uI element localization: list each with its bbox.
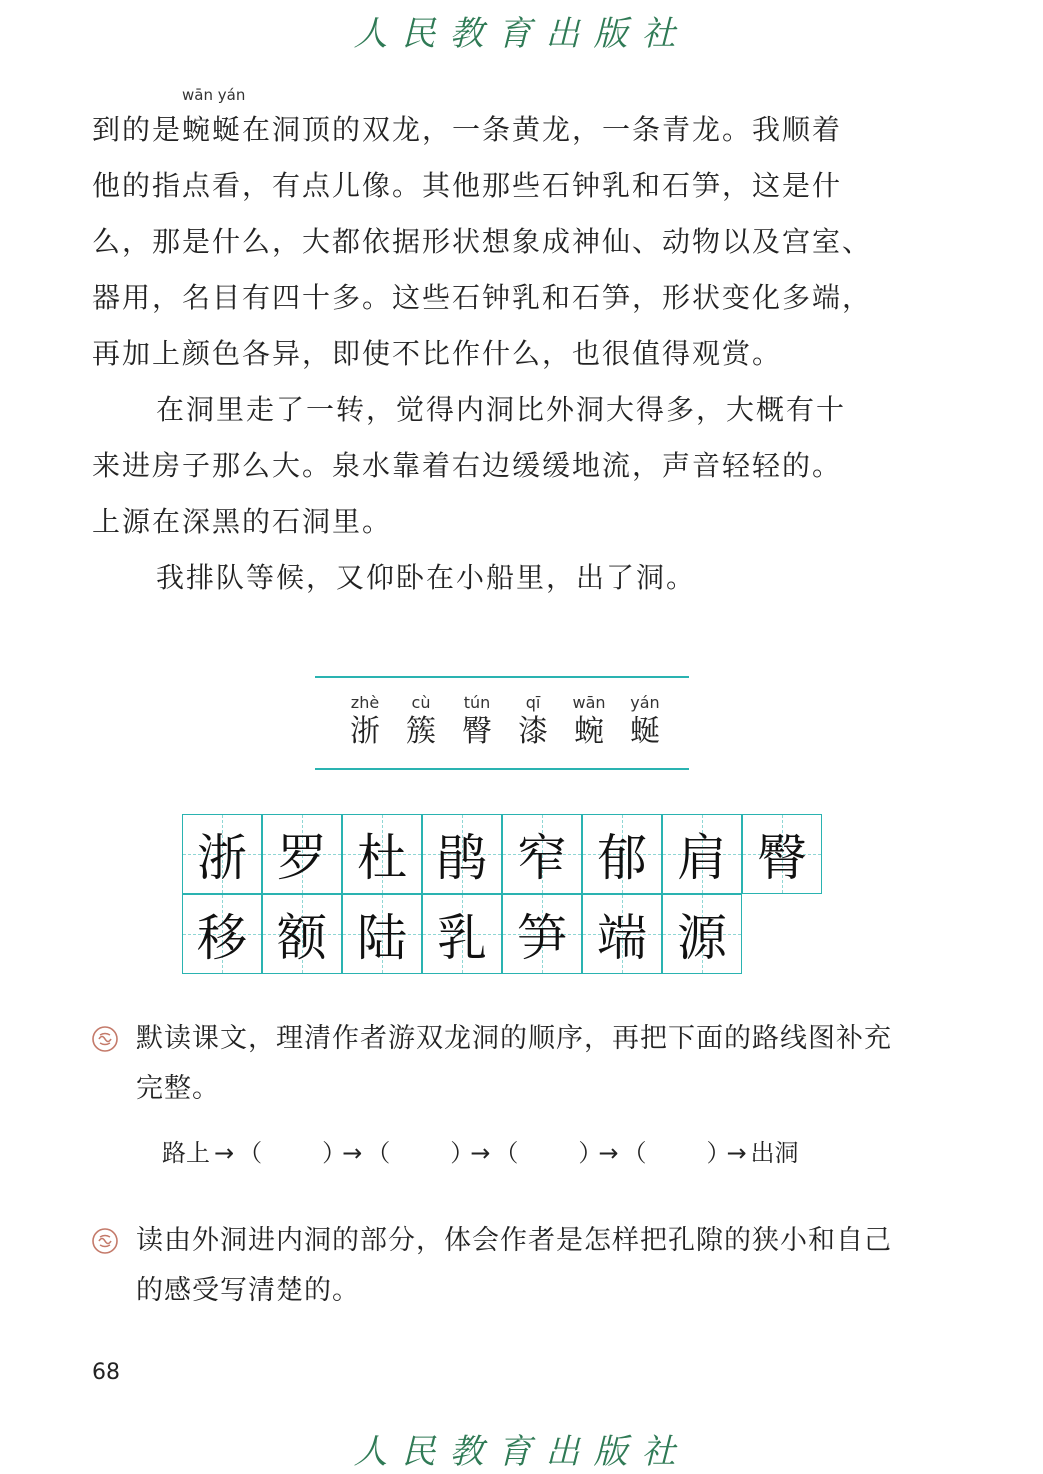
passage-line: 他的指点看，有点儿像。其他那些石钟乳和石笋，这是什 [92, 169, 843, 202]
writing-char: 源 [677, 909, 727, 967]
question-line: 默读课文，理清作者游双龙洞的顺序，再把下面的路线图补充 [136, 1023, 892, 1054]
writing-char: 移 [197, 909, 247, 967]
vocabulary-box [315, 676, 689, 770]
writing-char: 罗 [277, 829, 327, 887]
vocab-item [393, 694, 449, 752]
writing-char: 笋 [517, 909, 567, 967]
writing-char: 臀 [757, 829, 807, 887]
passage-line: 我排队等候，又仰卧在小船里，出了洞。 [156, 561, 697, 594]
writing-char: 肩 [677, 829, 727, 887]
writing-cell [262, 894, 342, 974]
route-blank: （ ） [494, 1139, 603, 1167]
vocab-char: 蜒 [630, 714, 660, 749]
passage-line: 器用，名目有四十多。这些石钟乳和石笋，形状变化多端， [92, 281, 873, 314]
writing-cell [662, 814, 742, 894]
writing-cell [582, 894, 662, 974]
vocabulary-row [337, 694, 673, 752]
vocab-pinyin: zhè [350, 693, 380, 712]
question-1 [92, 1014, 922, 1114]
passage-line: 来进房子那么大。泉水靠着右边缓缓地流，声音轻轻的。 [92, 449, 843, 482]
route-diagram [162, 1133, 922, 1173]
passage-text: 到的是 [92, 113, 183, 146]
writing-char: 杜 [357, 829, 407, 887]
writing-char: 鹃 [437, 829, 487, 887]
ruby-base: 蜿蜒 [182, 113, 243, 146]
vocab-pinyin: qī [525, 693, 541, 712]
writing-cell [582, 814, 662, 894]
arrow-icon: → [214, 1139, 235, 1167]
writing-cell [422, 814, 502, 894]
route-blank: （ ） [366, 1139, 475, 1167]
writing-char: 浙 [197, 829, 247, 887]
writing-char: 郁 [597, 829, 647, 887]
question-line: 完整。 [136, 1073, 220, 1104]
route-blank: （ ） [622, 1139, 731, 1167]
passage-line: 在洞里走了一转，觉得内洞比外洞大得多，大概有十 [156, 393, 847, 426]
arrow-icon: → [598, 1139, 619, 1167]
ruby-word [182, 86, 246, 158]
question-line: 读由外洞进内洞的部分，体会作者是怎样把孔隙的狭小和自己 [136, 1225, 892, 1256]
passage [92, 86, 922, 606]
arrow-icon: → [726, 1139, 747, 1167]
vocab-item [561, 694, 617, 752]
vocab-item [337, 694, 393, 752]
vocab-char: 簇 [406, 714, 436, 749]
vocab-char: 漆 [518, 714, 548, 749]
swirl-icon [92, 1026, 118, 1052]
question-line: 的感受写清楚的。 [136, 1275, 360, 1306]
passage-line: 再加上颜色各异，即使不比作什么，也很值得观赏。 [92, 337, 783, 370]
writing-char: 窄 [517, 829, 567, 887]
writing-cell [662, 894, 742, 974]
writing-cell [742, 814, 822, 894]
vocab-item [617, 694, 673, 752]
route-blank: （ ） [238, 1139, 347, 1167]
publisher-header: 人民教育出版社 [353, 14, 690, 54]
writing-char: 额 [277, 909, 327, 967]
route-start: 路上 [162, 1139, 210, 1167]
vocab-pinyin: yán [630, 693, 660, 712]
writing-char: 陆 [357, 909, 407, 967]
writing-cell [342, 814, 422, 894]
page-number: 68 [92, 1360, 120, 1385]
writing-char: 端 [597, 909, 647, 967]
writing-cell [182, 894, 262, 974]
writing-grid [183, 815, 823, 975]
passage-line [92, 86, 922, 158]
arrow-icon: → [342, 1139, 363, 1167]
question-2 [92, 1216, 922, 1316]
writing-cell [422, 894, 502, 974]
publisher-footer: 人民教育出版社 [353, 1432, 690, 1472]
writing-cell [502, 814, 582, 894]
writing-cell [262, 814, 342, 894]
vocab-pinyin: cù [411, 693, 431, 712]
passage-line: 么，那是什么，大都依据形状想象成神仙、动物以及宫室、 [92, 225, 873, 258]
vocab-char: 蜿 [574, 714, 604, 749]
writing-cell [182, 814, 262, 894]
vocab-char: 浙 [350, 714, 380, 749]
passage-line: 上源在深黑的石洞里。 [92, 505, 393, 538]
vocab-pinyin: wān [572, 693, 606, 712]
vocab-char: 臀 [462, 714, 492, 749]
arrow-icon: → [470, 1139, 491, 1167]
pinyin-annotation: wān yán [182, 86, 246, 104]
vocab-pinyin: tún [463, 693, 491, 712]
writing-cell [342, 894, 422, 974]
swirl-icon [92, 1228, 118, 1254]
writing-cell [502, 894, 582, 974]
writing-char: 乳 [437, 909, 487, 967]
passage-text: 在洞顶的双龙，一条黄龙，一条青龙。我顺着 [242, 113, 843, 146]
vocab-item [505, 694, 561, 752]
vocab-item [449, 694, 505, 752]
route-end: 出洞 [750, 1139, 799, 1167]
